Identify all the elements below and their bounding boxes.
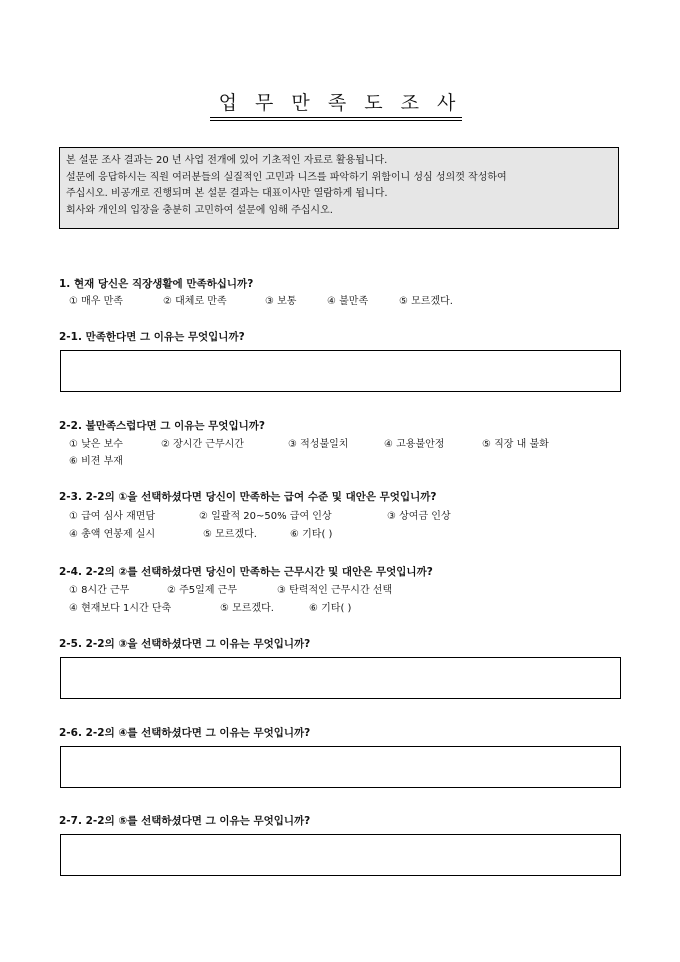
q2-4-option-3[interactable]: ③ 탄력적인 근무시간 선택	[277, 585, 393, 596]
intro-line: 본 설문 조사 결과는 20 년 사업 전개에 있어 기초적인 자료로 활용됩니다.	[66, 155, 388, 166]
question-2-7: 2-7. 2-2의 ⑤를 선택하셨다면 그 이유는 무엇입니까?	[59, 815, 311, 827]
q2-2-option-1[interactable]: ① 낮은 보수	[69, 439, 123, 450]
answer-box-2-5[interactable]	[60, 657, 621, 699]
question-2-2: 2-2. 불만족스럽다면 그 이유는 무엇입니까?	[59, 420, 265, 432]
q1-option-4[interactable]: ④ 불만족	[327, 296, 369, 307]
q1-option-2[interactable]: ② 대체로 만족	[163, 296, 227, 307]
question-2-3: 2-3. 2-2의 ①을 선택하셨다면 당신이 만족하는 급여 수준 및 대안은 무엇입니까?	[59, 491, 437, 503]
question-1: 1. 현재 당신은 직장생활에 만족하십니까?	[59, 278, 254, 290]
title-underline-second	[210, 120, 462, 121]
answer-box-2-7[interactable]	[60, 834, 621, 876]
q2-3-option-3[interactable]: ③ 상여금 인상	[387, 511, 451, 522]
answer-box-2-1[interactable]	[60, 350, 621, 392]
q2-2-option-2[interactable]: ② 장시간 근무시간	[161, 439, 244, 450]
q2-2-option-4[interactable]: ④ 고용불안정	[384, 439, 445, 450]
q2-4-option-4[interactable]: ④ 현재보다 1시간 단축	[69, 603, 172, 614]
q2-2-option-6[interactable]: ⑥ 비젼 부재	[69, 456, 123, 467]
question-2-4: 2-4. 2-2의 ②를 선택하셨다면 당신이 만족하는 근무시간 및 대안은 무엇입니까?	[59, 566, 433, 578]
title-underline	[210, 117, 462, 118]
intro-box	[59, 147, 619, 229]
intro-line: 주십시오. 비공개로 진행되며 본 설문 결과는 대표이사만 열람하게 됩니다.	[66, 188, 388, 199]
q2-3-option-1[interactable]: ① 급여 심사 재면담	[69, 511, 156, 522]
question-2-5: 2-5. 2-2의 ③을 선택하셨다면 그 이유는 무엇입니까?	[59, 638, 311, 650]
q2-3-option-6[interactable]: ⑥ 기타( )	[290, 529, 333, 540]
question-2-1: 2-1. 만족한다면 그 이유는 무엇입니까?	[59, 331, 245, 343]
q2-3-option-4[interactable]: ④ 총액 연봉제 실시	[69, 529, 156, 540]
answer-box-2-6[interactable]	[60, 746, 621, 788]
q2-4-option-2[interactable]: ② 주5일제 근무	[167, 585, 237, 596]
q1-option-1[interactable]: ① 매우 만족	[69, 296, 123, 307]
q1-option-5[interactable]: ⑤ 모르겠다.	[399, 296, 453, 307]
page-title: 업 무 만 족 도 조 사	[218, 92, 462, 114]
question-2-6: 2-6. 2-2의 ④를 선택하셨다면 그 이유는 무엇입니까?	[59, 727, 311, 739]
q2-4-option-1[interactable]: ① 8시간 근무	[69, 585, 130, 596]
intro-line: 설문에 응답하시는 직원 여러분들의 실질적인 고민과 니즈를 파악하기 위함이니 성심 성의껏 작성하여	[66, 171, 507, 183]
q2-4-option-6[interactable]: ⑥ 기타( )	[309, 603, 352, 614]
q2-2-option-5[interactable]: ⑤ 직장 내 불화	[482, 439, 549, 450]
q2-4-option-5[interactable]: ⑤ 모르겠다.	[220, 603, 274, 614]
q2-3-option-5[interactable]: ⑤ 모르겠다.	[203, 529, 257, 540]
q1-option-3[interactable]: ③ 보통	[265, 296, 297, 307]
q2-2-option-3[interactable]: ③ 적성불일치	[288, 439, 349, 450]
intro-line: 회사와 개인의 입장을 충분히 고민하여 설문에 임해 주십시오.	[66, 204, 333, 216]
q2-3-option-2[interactable]: ② 일괄적 20~50% 급여 인상	[199, 511, 332, 522]
